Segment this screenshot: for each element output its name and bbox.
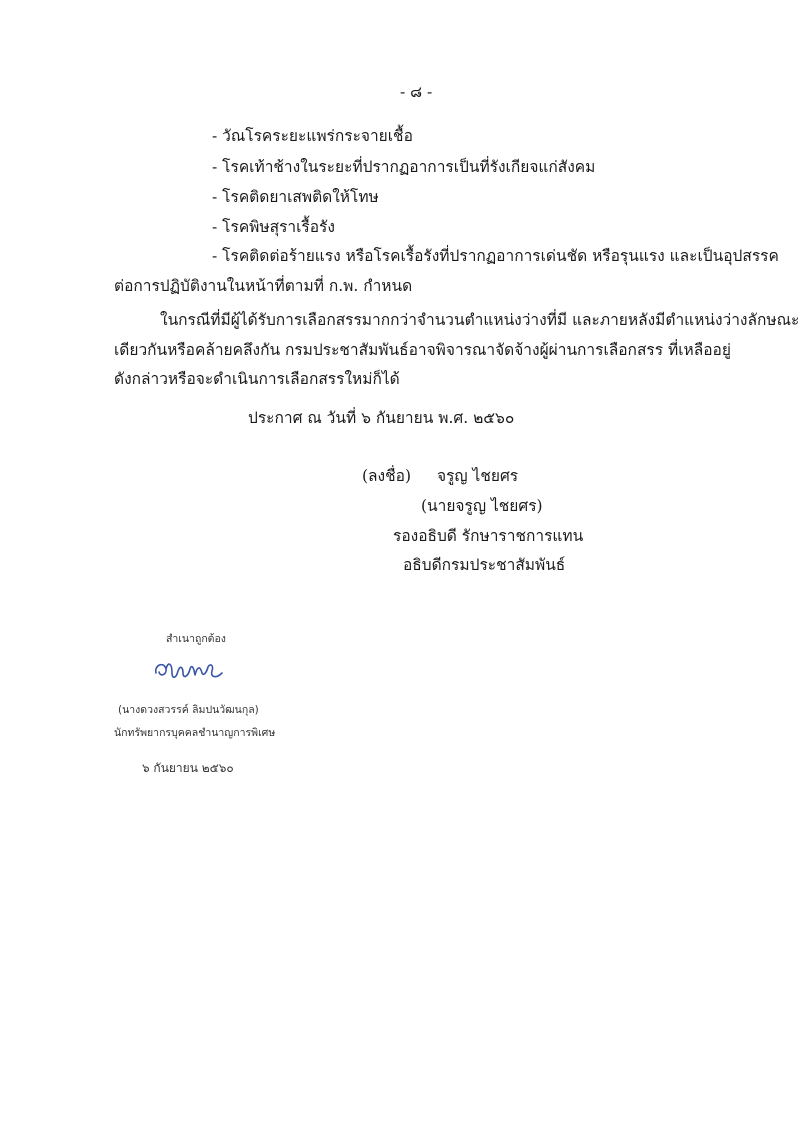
certified-label: สำเนาถูกต้อง <box>166 633 226 645</box>
signer-position: อธิบดีกรมประชาสัมพันธ์ <box>403 556 566 574</box>
paragraph-line: เดียวกันหรือคล้ายคลึงกัน กรมประชาสัมพันธ์อาจพิจารณาจัดจ้างผู้ผ่านการเลือกสรร ที่เหลืออยู่ <box>114 341 731 359</box>
bullet-item: - โรคติดต่อร้ายแรง หรือโรคเรื้อรังที่ปรากฏอาการเด่นชัด หรือรุนแรง และเป็นอุปสรรค <box>212 247 779 265</box>
announce-date: ประกาศ ณ วันที่ ๖ กันยายน พ.ศ. ๒๕๖๐ <box>248 409 515 427</box>
signed-name: จรูญ ไชยศร <box>437 467 519 485</box>
bullet-continuation: ต่อการปฏิบัติงานในหน้าที่ตามที่ ก.พ. กำหนด <box>114 277 413 295</box>
sign-prefix: (ลงชื่อ) <box>362 467 411 485</box>
certified-name: (นางดวงสวรรค์ ลิมปนวัฒนกุล) <box>118 704 259 716</box>
certified-position: นักทรัพยากรบุคคลชำนาญการพิเศษ <box>114 727 276 739</box>
bullet-item: - โรคติดยาเสพติดให้โทษ <box>212 188 379 206</box>
paragraph-line: ในกรณีที่มีผู้ได้รับการเลือกสรรมากกว่าจำนวนตำแหน่งว่างที่มี และภายหลังมีตำแหน่งว่างลักษณะ <box>160 311 800 329</box>
certified-date: ๖ กันยายน ๒๕๖๐ <box>142 761 234 775</box>
signer-position: รองอธิบดี รักษาราชการแทน <box>393 527 584 545</box>
signer-full-name: (นายจรูญ ไชยศร) <box>421 497 543 515</box>
bullet-item: - โรคเท้าช้างในระยะที่ปรากฏอาการเป็นที่รังเกียจแก่สังคม <box>212 158 596 176</box>
page-number: - ๘ - <box>400 83 433 101</box>
handwritten-signature <box>150 655 230 685</box>
bullet-item: - โรคพิษสุราเรื้อรัง <box>212 218 335 236</box>
bullet-item: - วัณโรคระยะแพร่กระจายเชื้อ <box>212 127 413 145</box>
paragraph-line: ดังกล่าวหรือจะดำเนินการเลือกสรรใหม่ก็ได้ <box>114 370 400 388</box>
